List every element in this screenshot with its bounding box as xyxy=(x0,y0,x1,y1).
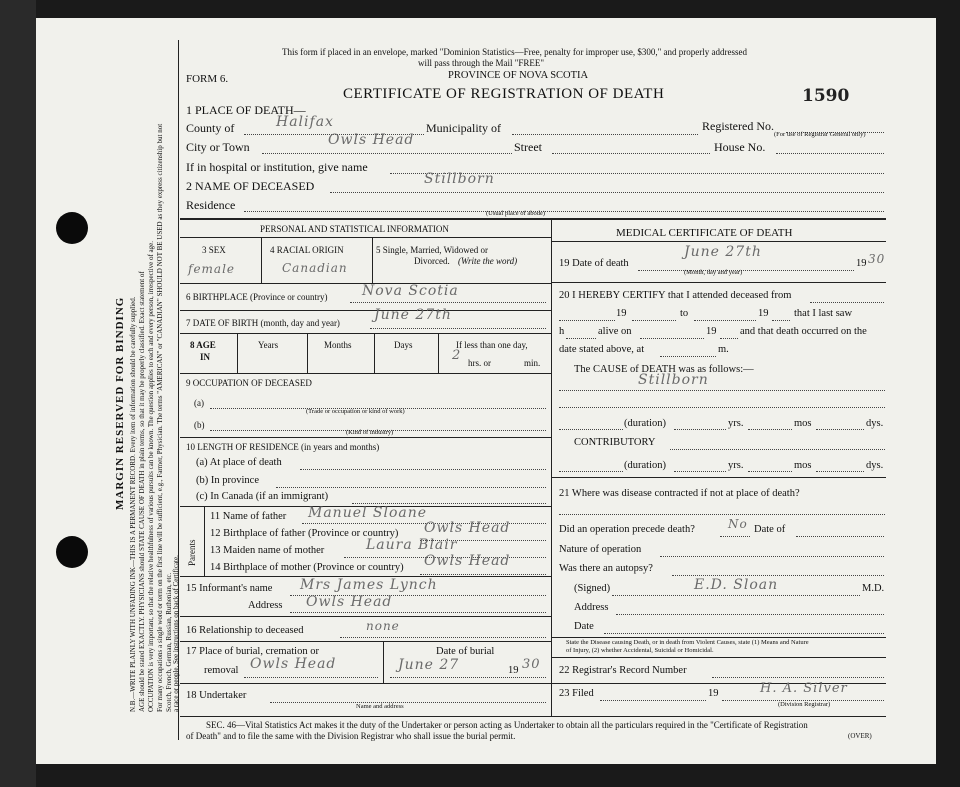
cause-yrs: yrs. xyxy=(728,418,744,429)
signed-value: E.D. Sloan xyxy=(694,577,779,593)
less-than-day-label: If less than one day, xyxy=(456,340,528,350)
punch-hole-bottom xyxy=(56,536,88,568)
registered-note: (For use of Registrar General only) xyxy=(774,131,866,138)
division-registrar-note: (Division Registrar) xyxy=(778,701,831,708)
scanner-edge xyxy=(0,0,36,787)
street-label: Street xyxy=(514,140,542,154)
date-of-death-label: 19 Date of death xyxy=(559,258,629,269)
mother-birthplace-label: 14 Birthplace of mother (Province or country) xyxy=(210,562,404,573)
certify-19-c: 19 xyxy=(706,326,717,337)
filed-label: 23 Filed xyxy=(559,688,594,699)
sex-value: female xyxy=(188,262,236,276)
undertaker-note: Name and address xyxy=(356,703,404,710)
marital-label: 5 Single, Married, Widowed or xyxy=(376,245,488,255)
age-days-label: Days xyxy=(394,340,413,350)
footer-line-1: SEC. 46—Vital Statistics Act makes it the duty of the Undertaker or person acting as Undertaker to obtain all the particulars required in the "Certificate of Registration xyxy=(206,720,808,730)
minutes-label: min. xyxy=(524,358,541,368)
burial-date-label: Date of burial xyxy=(436,646,495,657)
hours-label: hrs. or xyxy=(468,358,491,368)
certify-death-occurred: and that death occurred on the xyxy=(740,326,867,337)
dod-year-prefix: 19 xyxy=(856,258,867,269)
contrib-duration: (duration) xyxy=(624,460,666,471)
certify-alive-on: alive on xyxy=(598,326,632,337)
relationship-value: none xyxy=(366,619,400,633)
certificate-title: CERTIFICATE OF REGISTRATION OF DEATH xyxy=(343,86,665,102)
punch-hole-top xyxy=(56,212,88,244)
birthplace-value: Nova Scotia xyxy=(362,283,459,299)
occupation-b-note: (Kind of industry) xyxy=(346,429,394,436)
informant-label: 15 Informant's name xyxy=(186,583,273,594)
undertaker-label: 18 Undertaker xyxy=(186,690,247,701)
father-name-label: 11 Name of father xyxy=(210,511,287,522)
date-of-death-note: (Month, day and year) xyxy=(684,269,743,276)
mother-name-value: Laura Blair xyxy=(366,537,458,553)
municipality-label: Municipality of xyxy=(426,121,501,135)
burial-year-prefix: 19 xyxy=(508,665,519,676)
burial-place-value: Owls Head xyxy=(250,656,337,672)
certify-m: m. xyxy=(718,344,729,355)
mail-notice-1: This form if placed in an envelope, marked "Dominion Statistics—Free, penalty for improper use, $300," and properly addressed xyxy=(282,47,747,57)
burial-year-value: 30 xyxy=(522,657,541,672)
father-birthplace-value: Owls Head xyxy=(424,520,511,536)
name-of-deceased-value: Stillborn xyxy=(424,171,495,187)
cause-label: The CAUSE of DEATH was as follows:— xyxy=(574,364,754,375)
filed-registrar-value: H. A. Silver xyxy=(760,681,848,696)
occupation-a-note: (Trade or occupation or kind of work) xyxy=(306,408,405,415)
residence-c: (c) In Canada (if an immigrant) xyxy=(196,491,329,502)
racial-origin-value: Canadian xyxy=(282,261,348,275)
margin-note-4: For many occupations a single word or term on the first line will be sufficient, e.g., Farmer, Physician. The terms "AMERICAN" or "CANADIAN" SHOULD NOT BE USED as they express citizenship but not xyxy=(156,123,164,712)
informant-address-label: Address xyxy=(248,600,283,611)
certify-date-at: date stated above, at xyxy=(559,344,645,355)
county-value: Halifax xyxy=(276,114,334,130)
certify-19-b: 19 xyxy=(758,308,769,319)
length-residence-label: 10 LENGTH OF RESIDENCE (in years and months) xyxy=(186,442,380,452)
date-of-birth-label: 7 DATE OF BIRTH (month, day and year) xyxy=(186,318,340,328)
margin-rule xyxy=(178,40,179,740)
residence-label: Residence xyxy=(186,198,236,212)
dod-year-value: 30 xyxy=(868,252,886,266)
occupation-a: (a) xyxy=(194,398,204,408)
house-no-label: House No. xyxy=(714,140,766,154)
marital-note: (Write the word) xyxy=(458,256,518,266)
informant-address-value: Owls Head xyxy=(306,594,393,610)
state-note-2: of Injury, (2) whether Accidental, Suicidal or Homicidal. xyxy=(566,647,714,654)
registration-stamp: 1590 xyxy=(802,86,850,106)
date-of-death-value: June 27th xyxy=(684,244,762,260)
contrib-yrs: yrs. xyxy=(728,460,744,471)
cause-duration: (duration) xyxy=(624,418,666,429)
certify-to: to xyxy=(680,308,689,319)
footer-line-2: of Death" and to file the same with the Division Registrar who shall issue the burial permit. xyxy=(186,731,516,741)
marital-label-2: Divorced. xyxy=(414,256,450,266)
age-years-label: Years xyxy=(258,340,279,350)
burial-label: 17 Place of burial, cremation or xyxy=(186,646,319,657)
record-number-label: 22 Registrar's Record Number xyxy=(559,665,687,676)
certify-19-a: 19 xyxy=(616,308,627,319)
mail-notice-2: will pass through the Mail "FREE" xyxy=(418,58,545,68)
certify-last-saw: that I last saw xyxy=(794,308,853,319)
city-value: Owls Head xyxy=(328,132,415,148)
cause-dys: dys. xyxy=(866,418,884,429)
margin-note-2: AGE should be stated EXACTLY. PHYSICIANS should STATE CAUSE OF DEATH in plain terms, so that it may be properly classified. Exact statement of xyxy=(138,271,146,712)
burial-label-2: removal xyxy=(204,665,239,676)
city-label: City or Town xyxy=(186,140,250,154)
burial-date-value: June 27 xyxy=(398,657,460,673)
informant-value: Mrs James Lynch xyxy=(300,577,438,593)
operation-date-of: Date of xyxy=(754,524,786,535)
occupation-b: (b) xyxy=(194,420,205,430)
contrib-mos: mos xyxy=(794,460,812,471)
certify-line-1: 20 I HEREBY CERTIFY that I attended deceased from xyxy=(559,290,792,301)
mother-birthplace-value: Owls Head xyxy=(424,553,511,569)
physician-address-label: Address xyxy=(574,602,609,613)
cause-mos: mos xyxy=(794,418,812,429)
margin-note-1: N.B.—WRITE PLAINLY WITH UNFADING INK—THIS IS A PERMANENT RECORD. Every item of information should be carefully supplied. xyxy=(129,296,137,712)
racial-origin-label: 4 RACIAL ORIGIN xyxy=(270,245,344,255)
md-label: M.D. xyxy=(862,583,885,594)
relationship-label: 16 Relationship to deceased xyxy=(186,625,304,636)
registered-no-label: Registered No. xyxy=(702,119,774,133)
certify-h: h xyxy=(559,326,565,337)
cause-value: Stillborn xyxy=(638,372,709,388)
nature-label: Nature of operation xyxy=(559,544,642,555)
age-label: 8 AGE xyxy=(190,340,216,350)
sex-label: 3 SEX xyxy=(202,245,226,255)
father-name-value: Manuel Sloane xyxy=(308,505,428,521)
date-of-birth-value: June 27th xyxy=(374,307,452,323)
parents-label: Parents xyxy=(187,539,197,566)
margin-binding-label: MARGIN RESERVED FOR BINDING xyxy=(114,296,126,510)
name-of-deceased-label: 2 NAME OF DECEASED xyxy=(186,179,315,193)
margin-note-6: a race or people. See instructions on back of Certificate. xyxy=(172,555,180,712)
hospital-label: If in hospital or institution, give name xyxy=(186,160,368,174)
occupation-label: 9 OCCUPATION OF DECEASED xyxy=(186,378,312,388)
residence-note: (Usual place of abode) xyxy=(486,210,546,217)
residence-b: (b) In province xyxy=(196,475,259,486)
footer-over: (OVER) xyxy=(848,732,872,740)
form-number: FORM 6. xyxy=(186,73,229,85)
operation-label: Did an operation precede death? xyxy=(559,524,695,535)
place-of-death-heading: 1 PLACE OF DEATH— xyxy=(186,103,306,117)
signed-label: (Signed) xyxy=(574,583,611,594)
province-label: PROVINCE OF NOVA SCOTIA xyxy=(448,70,589,81)
state-note-1: State the Disease causing Death, or in death from Violent Causes, state (1) Means and Nature xyxy=(566,639,809,646)
hours-value: 2 xyxy=(452,348,462,363)
father-birthplace-label: 12 Birthplace of father (Province or country) xyxy=(210,528,399,539)
age-in-label: IN xyxy=(200,352,211,362)
contracted-label: 21 Where was disease contracted if not at place of death? xyxy=(559,488,800,499)
county-label: County of xyxy=(186,121,235,135)
operation-value: No xyxy=(728,517,748,531)
filed-year-prefix: 19 xyxy=(708,688,719,699)
mother-name-label: 13 Maiden name of mother xyxy=(210,545,325,556)
age-months-label: Months xyxy=(324,340,352,350)
birthplace-label: 6 BIRTHPLACE (Province or country) xyxy=(186,292,328,302)
residence-a: (a) At place of death xyxy=(196,457,282,468)
contrib-dys: dys. xyxy=(866,460,884,471)
personal-heading: PERSONAL AND STATISTICAL INFORMATION xyxy=(260,224,449,234)
autopsy-label: Was there an autopsy? xyxy=(559,563,653,574)
medical-heading: MEDICAL CERTIFICATE OF DEATH xyxy=(616,227,793,239)
contributory-label: CONTRIBUTORY xyxy=(574,437,656,448)
margin-note-5: Scotch, French, German, Russian, Ruthenian, etc. xyxy=(165,572,173,712)
margin-note-3: OCCUPATION is very important, so that the relative healthfulness of various pursuits can be known. The question applies to each and every person, irrespective of age. xyxy=(147,240,155,712)
physician-date-label: Date xyxy=(574,621,594,632)
